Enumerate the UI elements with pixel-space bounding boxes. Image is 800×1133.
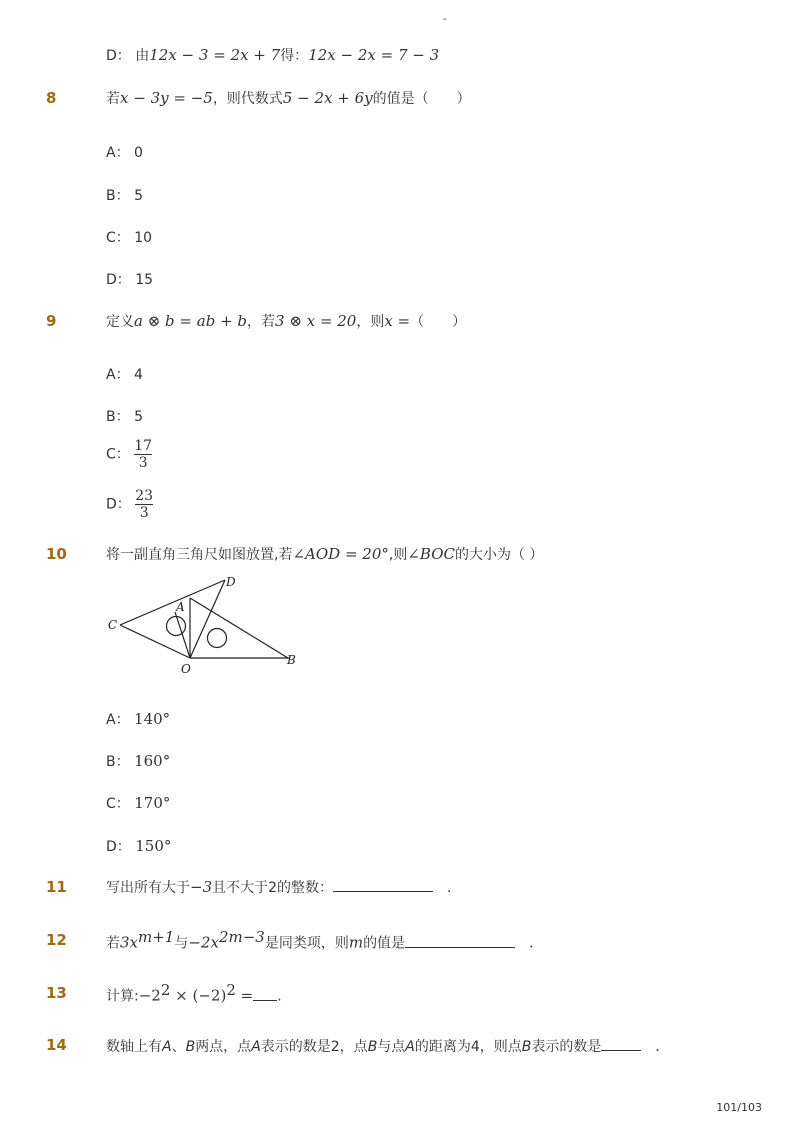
stem-text: .	[277, 988, 282, 1005]
option-label: A：	[106, 367, 130, 383]
exponent: 2	[226, 981, 236, 999]
line-co	[120, 625, 190, 658]
question-number: 8	[46, 89, 57, 107]
stem-text: 的大小为（ ）	[454, 547, 544, 563]
q8-option-c[interactable]	[106, 227, 152, 247]
option-text: 得：	[280, 48, 309, 64]
question-stem	[106, 88, 471, 108]
stem-text: ，若	[247, 314, 276, 330]
option-value: 10	[134, 230, 153, 246]
option-label: C：	[106, 796, 130, 812]
question-number: 11	[46, 878, 67, 896]
question-stem	[106, 877, 461, 897]
question-stem	[106, 928, 543, 953]
q10-option-d[interactable]	[106, 836, 171, 856]
fraction	[135, 488, 153, 521]
term-exponent: 2m−3	[218, 928, 265, 946]
equation: 12x − 3 = 2x + 7	[149, 46, 281, 64]
term-base: 3x	[120, 933, 139, 952]
equation: ∠BOC	[407, 545, 455, 563]
option-label: B：	[106, 754, 130, 770]
stem-text: ．	[529, 935, 544, 952]
stem-text: 与点	[377, 1039, 406, 1055]
question-number: 12	[46, 931, 67, 949]
question-number: 9	[46, 312, 57, 330]
denominator: 3	[139, 505, 149, 521]
option-value: 150°	[135, 837, 172, 855]
line-b-side	[190, 598, 288, 658]
q9-option-d[interactable]	[106, 488, 153, 521]
option-value: 0	[134, 145, 143, 161]
variable: A	[405, 1039, 415, 1055]
question-number: 14	[46, 1036, 67, 1054]
equation: 12x − 2x = 7 − 3	[308, 46, 440, 64]
q7-option-d[interactable]	[106, 45, 439, 65]
question-stem	[106, 981, 282, 1006]
answer-blank[interactable]	[253, 986, 277, 1001]
option-label: D：	[106, 272, 131, 288]
line-cd	[120, 580, 225, 625]
stem-text: ，则代数式	[212, 91, 283, 107]
equation: a ⊗ b = ab + b	[134, 312, 248, 330]
equation: x =	[384, 312, 411, 330]
question-number: 13	[46, 984, 67, 1002]
question-number: 10	[46, 545, 67, 563]
label-o: O	[181, 662, 191, 676]
stem-text: 、	[171, 1039, 186, 1055]
option-value: 170°	[134, 794, 171, 812]
expression: =	[235, 986, 254, 1005]
stem-text: 的值是（ ）	[372, 91, 471, 107]
option-label: B：	[106, 188, 130, 204]
fraction	[134, 438, 152, 471]
stem-text: ,则	[388, 547, 408, 563]
answer-blank[interactable]	[405, 933, 515, 948]
label-a: A	[176, 600, 185, 614]
stem-text: ．	[447, 880, 462, 896]
variable: B	[521, 1039, 532, 1055]
expression: −2	[138, 986, 161, 1005]
option-text: 由	[135, 48, 150, 64]
stem-text: 且不大于2的整数：	[212, 880, 334, 896]
stem-text: 将一副直角三角尺如图放置,若	[106, 547, 293, 563]
option-label: C：	[106, 446, 130, 463]
question-stem	[106, 1036, 669, 1056]
stem-text: 与	[174, 935, 189, 952]
q8-option-b[interactable]	[106, 185, 143, 205]
stem-text: 表示的数是	[531, 1039, 602, 1055]
option-label: D：	[106, 496, 131, 513]
exponent: 2	[160, 981, 171, 999]
option-value: 5	[134, 188, 143, 204]
stem-text: ．	[655, 1039, 670, 1055]
variable: A	[251, 1039, 261, 1055]
denominator: 3	[138, 455, 148, 471]
stem-text: 两点，点	[195, 1039, 252, 1055]
option-value: 15	[135, 272, 154, 288]
stem-text: 的值是	[363, 935, 406, 952]
equation: ∠AOD = 20°	[292, 545, 389, 563]
option-label: A：	[106, 712, 130, 728]
option-value: 5	[134, 409, 143, 425]
circle-right	[208, 629, 227, 648]
stem-text: 定义	[106, 314, 134, 330]
stem-text: （ ）	[410, 314, 467, 330]
q8-option-d[interactable]	[106, 269, 153, 289]
equation: −3	[190, 878, 213, 896]
numerator: 17	[134, 438, 153, 454]
stem-text: ，则	[356, 314, 385, 330]
stem-text: 的距离为4，则点	[414, 1039, 522, 1055]
q9-option-c[interactable]	[106, 438, 152, 471]
triangle-figure	[100, 570, 310, 680]
option-label: A：	[106, 145, 130, 161]
q9-option-a[interactable]	[106, 364, 143, 384]
stem-text: 是同类项，则	[264, 935, 349, 952]
equation: 3 ⊗ x = 20	[275, 312, 357, 330]
stem-text: 数轴上有	[106, 1039, 162, 1055]
label-d: D	[226, 575, 236, 589]
stem-text: 若	[106, 91, 120, 107]
page-number: 101/103	[716, 1101, 762, 1114]
stem-text: 表示的数是2，点	[260, 1039, 368, 1055]
option-label: D：	[106, 839, 131, 855]
variable: m	[348, 933, 364, 952]
option-value: 160°	[134, 752, 171, 770]
answer-blank[interactable]	[601, 1036, 641, 1051]
option-value: 140°	[134, 710, 171, 728]
line-od	[190, 580, 225, 658]
question-stem	[106, 544, 543, 564]
option-label: D：	[106, 48, 131, 64]
equation: x − 3y = −5	[120, 89, 213, 107]
q8-option-a[interactable]	[106, 142, 143, 162]
option-label: C：	[106, 230, 130, 246]
q10-option-c[interactable]	[106, 793, 170, 813]
label-c: C	[108, 618, 118, 632]
equation: 5 − 2x + 6y	[282, 89, 373, 107]
q10-option-a[interactable]	[106, 709, 170, 729]
variable: B	[367, 1039, 378, 1055]
option-value: 4	[134, 367, 143, 383]
circle-left	[167, 617, 186, 636]
question-stem	[106, 311, 466, 331]
variable: A	[162, 1039, 172, 1055]
variable: B	[185, 1039, 196, 1055]
stem-text: 写出所有大于	[106, 880, 190, 896]
answer-blank[interactable]	[333, 877, 433, 892]
term-exponent: m+1	[138, 928, 175, 946]
numerator: 23	[135, 488, 154, 504]
stem-text: 若	[106, 935, 120, 952]
q9-option-b[interactable]	[106, 406, 143, 426]
stem-text: 计算:	[106, 988, 139, 1005]
option-label: B：	[106, 409, 130, 425]
label-b: B	[287, 653, 296, 667]
q10-option-b[interactable]	[106, 751, 170, 771]
top-mark: -	[443, 14, 447, 25]
term-base: −2x	[188, 933, 219, 952]
expression: × (−2)	[170, 986, 227, 1005]
